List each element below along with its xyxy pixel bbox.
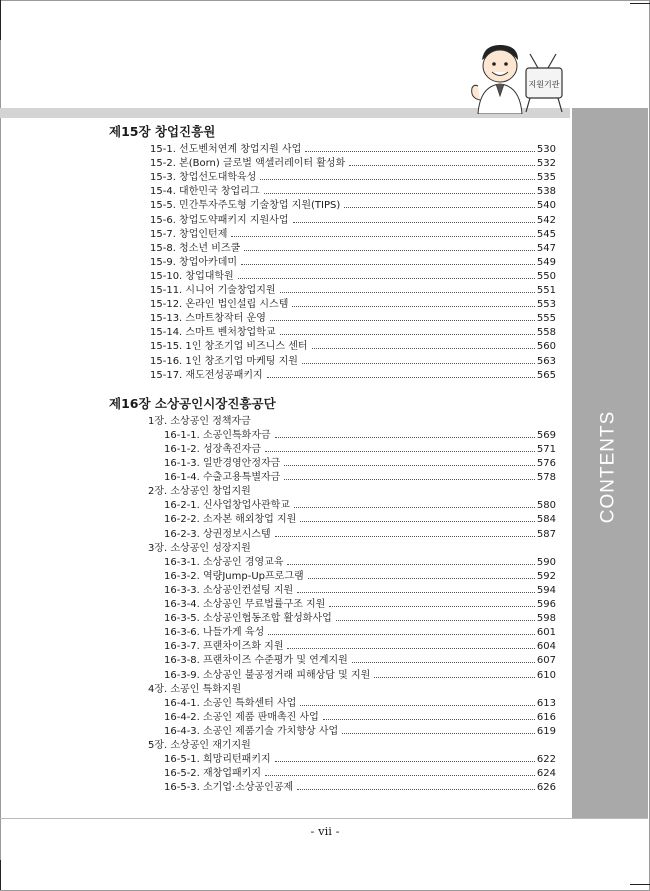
toc-entry-page: 622: [536, 754, 556, 766]
toc-entry: [164, 440, 556, 454]
toc-entry: [150, 154, 556, 168]
leader-dots: [294, 507, 535, 508]
leader-dots: [287, 648, 534, 649]
toc-entry-page: 545: [536, 228, 556, 240]
toc-entry-page: 596: [536, 599, 556, 610]
leader-dots: [352, 662, 535, 663]
toc-entry-page: 607: [536, 655, 556, 667]
toc-entry-page: 613: [536, 697, 556, 709]
toc-entry-page: 532: [536, 158, 556, 170]
toc-entry-title: 16-2-3. 상권정보시스템: [164, 528, 271, 540]
section-title: 1장. 소상공인 정책자금: [148, 415, 251, 427]
leader-dots: [342, 733, 535, 734]
toc-entry-page: 563: [536, 355, 556, 367]
leader-dots: [344, 207, 535, 208]
toc-entry-title: 16-5-3. 소기업·소상공인공제: [164, 782, 294, 794]
toc-entry-page: 616: [536, 711, 556, 723]
leader-dots: [297, 592, 535, 593]
toc-entry-title: 15-17. 재도전성공패키지: [150, 369, 263, 381]
crop-mark-bottom-right: [630, 884, 650, 885]
toc-entry-page: 626: [536, 782, 556, 794]
toc-entry-title: 16-3-5. 소상공인협동조합 활성화사업: [164, 613, 332, 625]
toc-entry-title: 16-3-8. 프랜차이즈 수준평가 및 연계지원: [164, 655, 348, 667]
toc-entry-page: 610: [536, 669, 556, 681]
toc-entry-title: 15-16. 1인 창조기업 마케팅 지원: [150, 355, 298, 367]
toc-entry-title: 16-5-2. 재창업패키지: [164, 768, 261, 780]
toc-entry-title: 16-3-2. 역량Jump-Up프로그램: [164, 570, 304, 582]
toc-entry: [164, 595, 556, 609]
toc-entry-page: 598: [536, 613, 556, 625]
toc-entry-page: 553: [536, 299, 556, 311]
toc-entry-title: 15-13. 스마트창작터 운영: [150, 313, 266, 325]
toc-entry-page: 569: [536, 429, 556, 441]
toc-entry: [164, 623, 556, 637]
leader-dots: [275, 437, 535, 438]
leader-dots: [300, 521, 535, 522]
leader-dots: [374, 677, 535, 678]
toc-entry: [164, 651, 556, 665]
toc-entry-title: 16-4-1. 소공인 특화센터 사업: [164, 697, 297, 709]
toc-entry-page: 538: [536, 186, 556, 198]
toc-entry-page: 619: [536, 725, 556, 737]
toc-entry-title: 16-2-1. 신사업창업사관학교: [164, 500, 290, 512]
toc-entry-title: 15-10. 창업대학원: [150, 270, 234, 282]
toc-entry-title: 16-1-3. 일반경영안정자금: [164, 458, 281, 469]
crop-mark-bottom-left: [0, 860, 1, 890]
toc-entry: [150, 239, 556, 253]
leader-dots: [275, 536, 535, 537]
toc-entry: [150, 182, 556, 196]
toc-entry: [164, 764, 556, 778]
toc-entry: [150, 309, 556, 323]
toc-entry: [150, 196, 556, 210]
toc-entry-title: 15-8. 청소년 비즈쿨: [150, 242, 241, 254]
toc-entry-page: 530: [536, 144, 556, 155]
toc-entry-page: 580: [536, 500, 556, 512]
toc-entry-title: 16-3-6. 나들가게 육성: [164, 627, 265, 639]
toc-entry-title: 16-4-2. 소공인 제품 판매촉진 사업: [164, 711, 319, 723]
toc-entry: [164, 496, 556, 510]
leader-dots: [336, 620, 535, 621]
toc-entry-title: 15-14. 스마트 벤처창업학교: [150, 327, 276, 339]
toc-entry: [164, 609, 556, 623]
leader-dots: [265, 451, 535, 452]
toc-entry-page: 549: [536, 256, 556, 268]
leader-dots: [260, 179, 535, 180]
toc-entry-page: 624: [536, 768, 556, 780]
toc-entry-page: 592: [536, 570, 556, 582]
toc-entry: [150, 140, 556, 154]
toc-entry-title: 16-3-7. 프랜차이즈화 지원: [164, 641, 284, 653]
leader-dots: [275, 761, 535, 762]
toc-entry: [164, 426, 556, 440]
leader-dots: [292, 306, 535, 307]
leader-dots: [284, 479, 535, 480]
leader-dots: [302, 363, 535, 364]
toc-entry: [164, 553, 556, 567]
toc-entry-page: 601: [536, 627, 556, 639]
toc-entry: [164, 567, 556, 581]
toc-entry-title: 16-2-2. 소자본 해외창업 지원: [164, 514, 297, 526]
toc-entry-title: 16-3-9. 소상공인 불공정거래 피해상담 및 지원: [164, 669, 371, 681]
toc-entry-page: 587: [536, 528, 556, 540]
section-title: 5장. 소상공인 재기지원: [148, 740, 251, 751]
section-title: 3장. 소상공인 성장지원: [148, 542, 251, 554]
toc-entry-page: 535: [536, 172, 556, 184]
page-folio: - vii -: [310, 824, 340, 838]
toc-entry-page: 590: [536, 556, 556, 568]
toc-entry: [150, 337, 556, 351]
contents-label: CONTENTS: [597, 410, 618, 524]
toc-entry: [164, 510, 556, 524]
toc-entry-page: 558: [536, 327, 556, 339]
leader-dots: [308, 578, 535, 579]
toc-entry: [164, 468, 556, 482]
leader-dots: [305, 151, 535, 152]
toc-entry-page: 604: [536, 641, 556, 653]
toc-entry-page: 584: [536, 514, 556, 526]
toc-entry: [164, 722, 556, 736]
leader-dots: [231, 236, 535, 237]
toc-entry: [150, 267, 556, 281]
toc-entry-title: 15-2. 본(Born) 글로벌 액셀러레이터 활성화: [150, 158, 346, 170]
toc-entry-page: 560: [536, 341, 556, 353]
toc-entry: [150, 323, 556, 337]
toc-entry-title: 16-3-1. 소상공인 경영교육: [164, 556, 284, 568]
leader-dots: [312, 348, 535, 349]
contents-label-wrapper: [568, 372, 648, 562]
toc-entry-title: 15-9. 창업아카데미: [150, 256, 238, 268]
toc-entry-title: 16-1-4. 수출고용특별자금: [164, 472, 281, 484]
crop-mark-top-right: [630, 3, 650, 4]
toc-entry-title: 15-12. 온라인 법인설립 시스템: [150, 299, 289, 311]
toc-entry: [150, 211, 556, 225]
leader-dots: [280, 334, 535, 335]
toc-entry: [150, 168, 556, 182]
toc-entry-title: 16-1-1. 소공인특화자금: [164, 429, 271, 441]
toc-entry-page: 540: [536, 200, 556, 212]
mascot-presenter-icon: [468, 40, 568, 114]
toc-entry-page: 565: [536, 369, 556, 381]
toc-entry-title: 15-7. 창업인턴제: [150, 228, 228, 240]
toc-entry-page: 571: [536, 443, 556, 455]
toc-entry-page: 550: [536, 270, 556, 282]
toc-entry-page: 547: [536, 242, 556, 254]
leader-dots: [300, 705, 535, 706]
toc-entry: [164, 708, 556, 722]
toc-entry-page: 555: [536, 313, 556, 325]
crop-mark-top-left: [0, 0, 1, 40]
toc-entry-title: 15-5. 민간투자주도형 기술창업 지원(TIPS): [150, 200, 341, 212]
leader-dots: [270, 320, 535, 321]
toc-entry-title: 16-1-2. 성장촉진자금: [164, 443, 261, 455]
leader-dots: [349, 165, 535, 166]
toc-entry: [164, 454, 556, 468]
toc-entry-page: 542: [536, 214, 556, 226]
footer-rule: [0, 818, 648, 819]
toc-entry: [150, 295, 556, 309]
toc-entry-page: 578: [536, 472, 556, 484]
toc-entry: [150, 281, 556, 295]
section-title: 2장. 소상공인 창업지원: [148, 486, 251, 498]
toc-entry-title: 15-6. 창업도약패키지 지원사업: [150, 214, 289, 226]
mascot-badge-text: 지원기관: [528, 80, 560, 89]
toc-entry-title: 16-5-1. 희망리턴패키지: [164, 754, 271, 766]
leader-dots: [323, 719, 535, 720]
leader-dots: [284, 465, 535, 466]
toc-entry-title: 16-3-4. 소상공인 무료법률구조 지원: [164, 599, 326, 610]
toc-entry: [164, 694, 556, 708]
leader-dots: [265, 775, 535, 776]
toc-entry-title: 15-15. 1인 창조기업 비즈니스 센터: [150, 341, 308, 353]
section-title: 4장. 소공인 특화지원: [148, 683, 242, 695]
leader-dots: [329, 606, 535, 607]
toc-entry-page: 551: [536, 285, 556, 296]
leader-dots: [244, 250, 535, 251]
leader-dots: [238, 278, 535, 279]
chapter-title: 제16장 소상공인시장진흥공단: [109, 395, 276, 411]
toc-entry-page: 594: [536, 584, 556, 596]
toc-entry: [164, 525, 556, 539]
toc-entry: [164, 581, 556, 595]
leader-dots: [264, 193, 535, 194]
toc-entry-page: 576: [536, 458, 556, 469]
toc-entry-title: 15-3. 창업선도대학육성: [150, 172, 257, 184]
toc-entry: [164, 637, 556, 651]
leader-dots: [287, 564, 534, 565]
toc-entry: [164, 666, 556, 680]
chapter-title: 제15장 창업진흥원: [109, 124, 216, 139]
leader-dots: [280, 292, 535, 293]
toc-entry: [164, 750, 556, 764]
toc-entry-title: 15-1. 선도벤처연계 창업지원 사업: [150, 144, 302, 155]
toc-entry-title: 15-11. 시니어 기술창업지원: [150, 285, 276, 296]
toc-entry: [150, 352, 556, 366]
leader-dots: [267, 377, 535, 378]
leader-dots: [241, 264, 535, 265]
toc-entry-title: 15-4. 대한민국 창업리그: [150, 186, 260, 198]
toc-entry: [150, 366, 556, 380]
leader-dots: [297, 789, 535, 790]
toc-entry: [150, 225, 556, 239]
toc-entry: [164, 778, 556, 792]
toc-entry-title: 16-4-3. 소공인 제품기술 가치향상 사업: [164, 725, 339, 737]
toc-entry-title: 16-3-3. 소상공인컨설팅 지원: [164, 584, 294, 596]
toc-entry: [150, 253, 556, 267]
leader-dots: [268, 634, 535, 635]
leader-dots: [293, 222, 535, 223]
